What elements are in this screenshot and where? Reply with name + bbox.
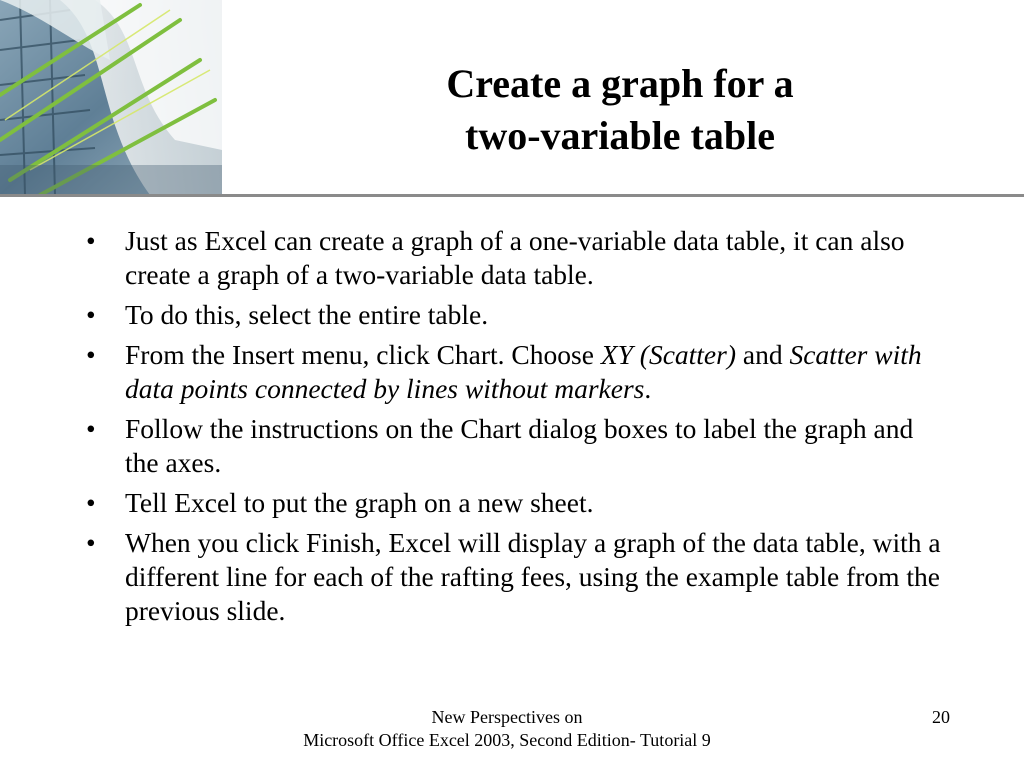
bullet-icon: •	[86, 487, 96, 518]
architecture-photo-icon	[0, 0, 222, 195]
bullet-item	[80, 298, 950, 332]
bullet-icon: •	[86, 413, 96, 444]
bullet-text: and	[736, 339, 790, 370]
bullet-item	[80, 338, 950, 406]
header-decorative-image	[0, 0, 222, 195]
bullet-item	[80, 224, 950, 292]
bullet-icon: •	[86, 527, 96, 558]
bullet-list	[80, 224, 950, 634]
footer	[262, 706, 752, 752]
footer-line-2: Microsoft Office Excel 2003, Second Edition- Tutorial 9	[303, 730, 711, 750]
footer-line-1: New Perspectives on	[431, 707, 583, 727]
bullet-text: .	[644, 373, 652, 404]
bullet-text: Tell Excel to put the graph on a new sheet.	[125, 487, 594, 518]
bullet-text: From the Insert menu, click Chart. Choose	[125, 339, 601, 370]
bullet-emphasis-text: XY (Scatter)	[600, 339, 736, 370]
bullet-text: When you click Finish, Excel will display a graph of the data table, with a different line for each of the rafting fees, using the example table from the previous slide.	[125, 527, 941, 626]
page-number: 20	[932, 707, 950, 727]
slide-title-line-2: two-variable table	[465, 113, 775, 158]
bullet-icon: •	[86, 225, 96, 256]
bullet-emphasis-text: Scatter with data points connected by lines without markers	[125, 339, 922, 404]
slide-title-line-1: Create a graph for a	[446, 61, 794, 106]
bullet-icon: •	[86, 339, 96, 370]
bullet-item	[80, 412, 950, 480]
header-divider	[0, 194, 1024, 197]
bullet-icon: •	[86, 299, 96, 330]
bullet-item	[80, 526, 950, 628]
bullet-text: To do this, select the entire table.	[125, 299, 489, 330]
bullet-text: Follow the instructions on the Chart dialog boxes to label the graph and the axes.	[125, 413, 914, 478]
slide-title	[330, 58, 910, 162]
bullet-text: Just as Excel can create a graph of a one-variable data table, it can also create a graph of a two-variable data table.	[125, 225, 905, 290]
bullet-item	[80, 486, 950, 520]
